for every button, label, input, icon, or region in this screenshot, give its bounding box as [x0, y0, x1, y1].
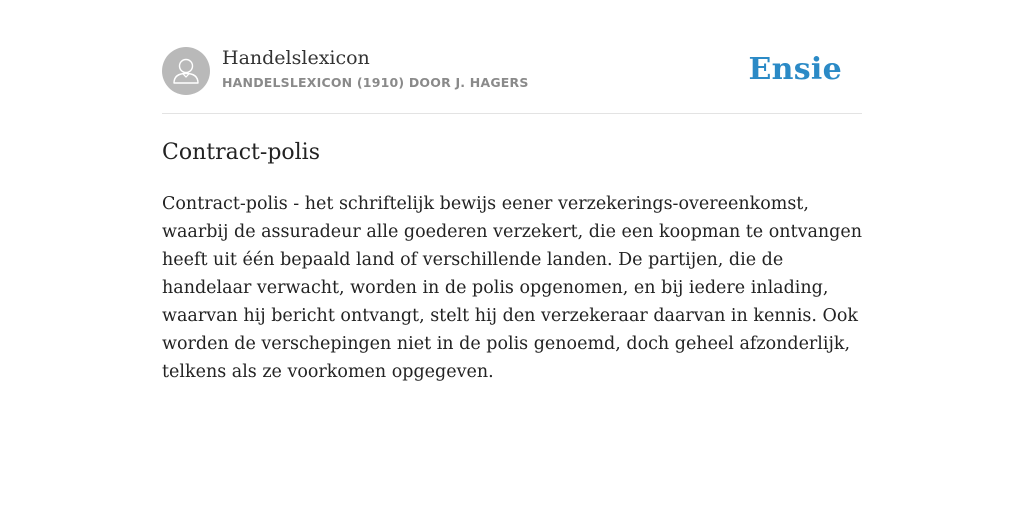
entry-title: Contract-polis [162, 140, 321, 165]
ensie-logo[interactable]: Ensie [748, 52, 842, 87]
entry-header [162, 0, 862, 114]
entry-card [162, 0, 862, 382]
source-subtitle: HANDELSLEXICON (1910) DOOR J. HAGERS [222, 75, 529, 90]
user-avatar-icon[interactable] [162, 47, 210, 95]
entry-body: Contract-polis - het schriftelijk bewijs eener verzekerings-overeenkomst, waarbij de assuradeur alle goederen verzekert, die een koopman te ontvangen heeft uit één bepaald land of verschillende landen. De partijen, die de handelaar verwacht, worden in de polis opgenomen, en bij iedere inlading, waarvan hij bericht ontvangt, stelt hij den verzekeraar daarvan in kennis. Ook worden de verschepingen niet in de polis genoemd, doch geheel afzonderlijk, telkens als ze voorkomen opgegeven. [162, 194, 862, 382]
source-name[interactable]: Handelslexicon [222, 47, 370, 69]
